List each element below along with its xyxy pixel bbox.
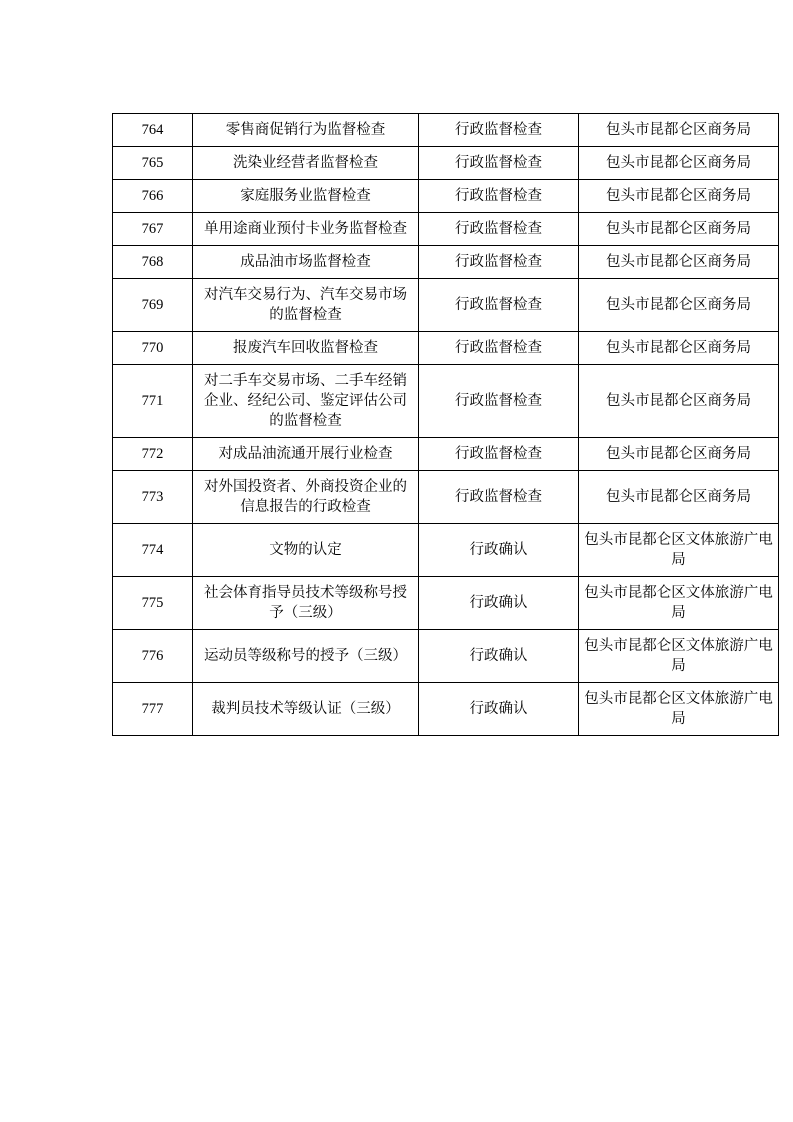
cell-item-type: 行政监督检查 <box>419 365 579 438</box>
cell-department: 包头市昆都仑区商务局 <box>579 438 779 471</box>
administrative-items-table <box>112 113 779 736</box>
table-row <box>113 683 779 736</box>
cell-item-type: 行政确认 <box>419 630 579 683</box>
cell-number: 765 <box>113 147 193 180</box>
cell-number: 776 <box>113 630 193 683</box>
cell-number: 777 <box>113 683 193 736</box>
cell-item-name: 零售商促销行为监督检查 <box>193 114 419 147</box>
cell-item-name: 洗染业经营者监督检查 <box>193 147 419 180</box>
cell-number: 770 <box>113 332 193 365</box>
cell-department: 包头市昆都仑区商务局 <box>579 147 779 180</box>
table-row <box>113 114 779 147</box>
cell-item-name: 对成品油流通开展行业检查 <box>193 438 419 471</box>
cell-department: 包头市昆都仑区商务局 <box>579 365 779 438</box>
table-row <box>113 471 779 524</box>
cell-department: 包头市昆都仑区文体旅游广电局 <box>579 683 779 736</box>
cell-item-type: 行政监督检查 <box>419 246 579 279</box>
cell-item-type: 行政确认 <box>419 683 579 736</box>
table-row <box>113 438 779 471</box>
cell-number: 771 <box>113 365 193 438</box>
cell-department: 包头市昆都仑区文体旅游广电局 <box>579 577 779 630</box>
cell-item-name: 单用途商业预付卡业务监督检查 <box>193 213 419 246</box>
table-row <box>113 577 779 630</box>
cell-item-name: 社会体育指导员技术等级称号授予（三级） <box>193 577 419 630</box>
cell-item-name: 裁判员技术等级认证（三级） <box>193 683 419 736</box>
table-body <box>113 114 779 736</box>
cell-number: 764 <box>113 114 193 147</box>
table-row <box>113 147 779 180</box>
cell-item-type: 行政监督检查 <box>419 471 579 524</box>
cell-item-type: 行政确认 <box>419 524 579 577</box>
cell-number: 769 <box>113 279 193 332</box>
cell-item-name: 报废汽车回收监督检查 <box>193 332 419 365</box>
cell-department: 包头市昆都仑区商务局 <box>579 180 779 213</box>
cell-item-type: 行政监督检查 <box>419 147 579 180</box>
cell-item-name: 对外国投资者、外商投资企业的信息报告的行政检查 <box>193 471 419 524</box>
cell-number: 772 <box>113 438 193 471</box>
table-row <box>113 213 779 246</box>
cell-department: 包头市昆都仑区商务局 <box>579 213 779 246</box>
cell-department: 包头市昆都仑区文体旅游广电局 <box>579 630 779 683</box>
cell-item-name: 文物的认定 <box>193 524 419 577</box>
cell-department: 包头市昆都仑区文体旅游广电局 <box>579 524 779 577</box>
table-row <box>113 332 779 365</box>
cell-item-type: 行政监督检查 <box>419 332 579 365</box>
cell-department: 包头市昆都仑区商务局 <box>579 246 779 279</box>
cell-item-type: 行政监督检查 <box>419 180 579 213</box>
cell-item-type: 行政监督检查 <box>419 438 579 471</box>
cell-number: 766 <box>113 180 193 213</box>
table-row <box>113 279 779 332</box>
cell-number: 767 <box>113 213 193 246</box>
cell-number: 774 <box>113 524 193 577</box>
cell-number: 775 <box>113 577 193 630</box>
cell-department: 包头市昆都仑区商务局 <box>579 471 779 524</box>
cell-item-name: 运动员等级称号的授予（三级） <box>193 630 419 683</box>
cell-item-name: 对二手车交易市场、二手车经销企业、经纪公司、鉴定评估公司的监督检查 <box>193 365 419 438</box>
cell-item-type: 行政监督检查 <box>419 279 579 332</box>
cell-department: 包头市昆都仑区商务局 <box>579 279 779 332</box>
cell-number: 773 <box>113 471 193 524</box>
table-row <box>113 630 779 683</box>
table-row <box>113 365 779 438</box>
cell-department: 包头市昆都仑区商务局 <box>579 332 779 365</box>
cell-item-type: 行政确认 <box>419 577 579 630</box>
table-row <box>113 524 779 577</box>
table-row <box>113 246 779 279</box>
cell-item-name: 家庭服务业监督检查 <box>193 180 419 213</box>
cell-item-name: 成品油市场监督检查 <box>193 246 419 279</box>
table-row <box>113 180 779 213</box>
cell-item-type: 行政监督检查 <box>419 213 579 246</box>
cell-number: 768 <box>113 246 193 279</box>
cell-item-name: 对汽车交易行为、汽车交易市场的监督检查 <box>193 279 419 332</box>
cell-department: 包头市昆都仑区商务局 <box>579 114 779 147</box>
cell-item-type: 行政监督检查 <box>419 114 579 147</box>
